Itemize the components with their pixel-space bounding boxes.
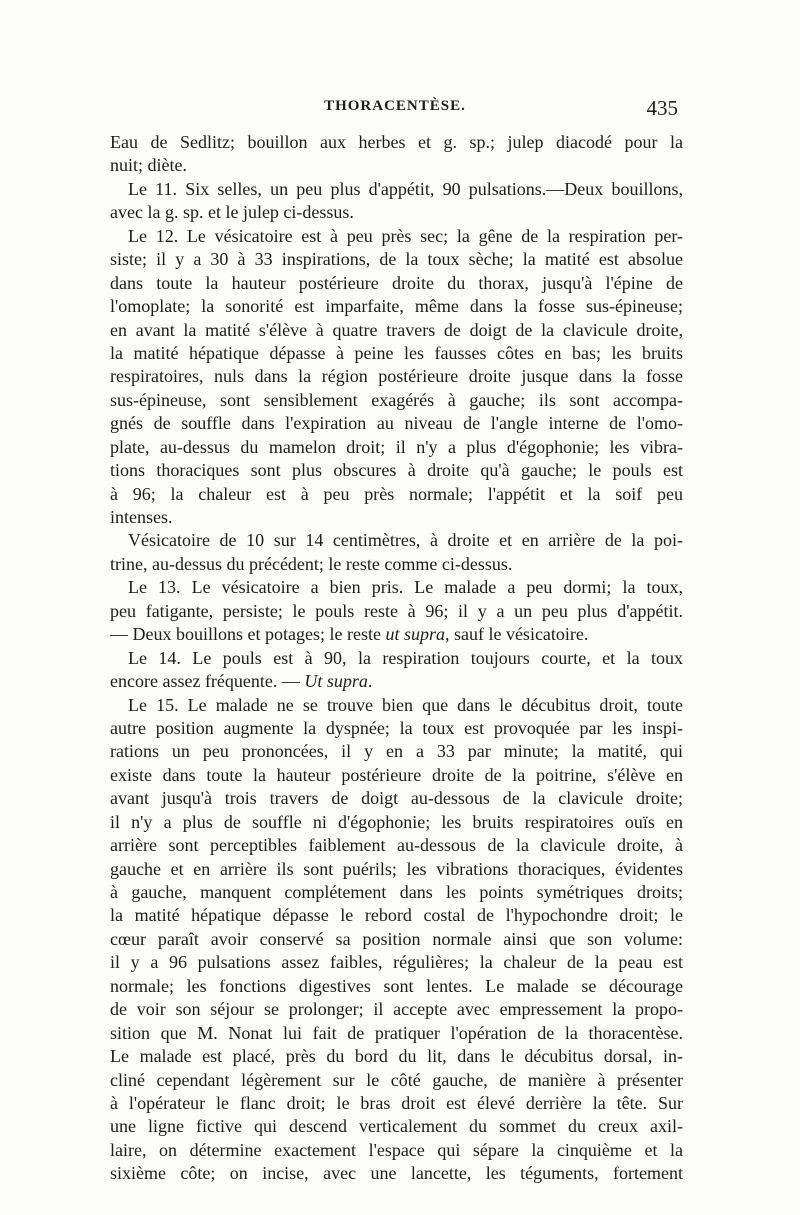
- text-line: à l'opérateur le flanc droit; le bras droit est élevé derrière la tête. Sur: [110, 1092, 683, 1113]
- text-line: à gauche, manquent complétement dans les points symétriques droits;: [110, 882, 683, 902]
- text-line: gnés de souffle dans l'expiration au niveau de l'angle interne de l'omo-: [110, 413, 683, 434]
- text-line: à 96; la chaleur est à peu près normale; l'appétit et la soif peu: [110, 483, 683, 504]
- text-line: Le malade est placé, près du bord du lit, dans le décubitus dorsal, in-: [110, 1046, 683, 1067]
- text-line: la matité hépatique dépasse à peine les fausses côtes en bas; les bruits: [110, 342, 683, 363]
- text-line: laire, on détermine exactement l'espace qui sépare la cinquième et la: [110, 1139, 683, 1160]
- running-title: THORACENTÈSE.: [324, 98, 466, 114]
- text-line: Eau de Sedlitz; bouillon aux herbes et g. sp.; julep diacodé pour la: [110, 132, 683, 152]
- text-line: Le 15. Le malade ne se trouve bien que dans le décubitus droit, toute: [128, 694, 683, 715]
- text-line: sition que M. Nonat lui fait de pratiquer l'opération de la thoracentèse.: [110, 1022, 683, 1043]
- text-line: gauche et en arrière ils sont puérils; les vibrations thoraciques, évidentes: [110, 858, 683, 879]
- text-line: cliné cependant légèrement sur le côté gauche, de manière à présenter: [110, 1069, 683, 1090]
- text-line: une ligne fictive qui descend verticalement du sommet du creux axil-: [110, 1116, 683, 1137]
- text-line: la matité hépatique dépasse le rebord costal de l'hypochondre droit; le: [110, 905, 683, 926]
- text-line: il y a 96 pulsations assez faibles, régulières; la chaleur de la peau est: [110, 952, 683, 973]
- text-line: autre position augmente la dyspnée; la toux est provoquée par les inspi-: [110, 717, 683, 738]
- text-line: — Deux bouillons et potages; le reste ut supra, sauf le vésicatoire.: [110, 624, 589, 645]
- text-line: l'omoplate; la sonorité est imparfaite, même dans la fosse sus-épineuse;: [110, 296, 683, 317]
- text-line: normale; les fonctions digestives sont lentes. Le malade se décourage: [110, 975, 683, 996]
- text-line: de voir son séjour se prolonger; il accepte avec empressement la propo-: [110, 999, 683, 1020]
- text-line: trine, au-dessus du précédent; le reste comme ci-dessus.: [110, 553, 513, 574]
- text-line: plate, au-dessus du mamelon droit; il n'y a plus d'égophonie; les vibra-: [110, 436, 683, 457]
- text-line: dans toute la hauteur postérieure droite du thorax, jusqu'à l'épine de: [110, 272, 683, 293]
- text-line: avant jusqu'à trois travers de doigt au-dessous de la clavicule droite;: [110, 788, 683, 809]
- text-line: en avant la matité s'élève à quatre travers de doigt de la clavicule droite,: [110, 319, 683, 340]
- body-text: [110, 131, 683, 1186]
- text-line: il n'y a plus de souffle ni d'égophonie; les bruits respiratoires ouïs en: [110, 811, 683, 832]
- text-line: intenses.: [110, 507, 173, 527]
- text-line: Le 14. Le pouls est à 90, la respiration toujours courte, et la toux: [128, 647, 683, 668]
- text-line: Vésicatoire de 10 sur 14 centimètres, à droite et en arrière de la poi-: [128, 530, 683, 551]
- text-line: arrière sont perceptibles faiblement au-dessous de la clavicule droite, à: [110, 835, 683, 856]
- text-line: Le 12. Le vésicatoire est à peu près sec; la gêne de la respiration per-: [128, 225, 683, 246]
- text-line: sus-épineuse, sont sensiblement exagérés à gauche; ils sont accompa-: [110, 389, 683, 410]
- text-line: sixième côte; on incise, avec une lancette, les téguments, fortement: [110, 1163, 683, 1184]
- text-line: nuit; diète.: [110, 155, 187, 176]
- text-line: rations un peu prononcées, il y en a 33 par minute; la matité, qui: [110, 741, 683, 762]
- text-line: siste; il y a 30 à 33 inspirations, de la toux sèche; la matité est absolue: [110, 249, 683, 270]
- text-line: cœur paraît avoir conservé sa position normale ainsi que son volume:: [110, 928, 683, 949]
- text-line: peu fatigante, persiste; le pouls reste à 96; il y a un peu plus d'appétit.: [110, 600, 683, 621]
- text-line: existe dans toute la hauteur postérieure droite de la poitrine, s'élève en: [110, 764, 683, 785]
- text-line: tions thoraciques sont plus obscures à droite qu'à gauche; le pouls est: [110, 460, 683, 481]
- text-line: respiratoires, nuls dans la région postérieure droite jusque dans la fosse: [110, 366, 683, 387]
- text-line: avec la g. sp. et le julep ci-dessus.: [110, 202, 354, 223]
- text-line: encore assez fréquente. — Ut supra.: [110, 671, 373, 692]
- text-line: Le 13. Le vésicatoire a bien pris. Le malade a peu dormi; la toux,: [128, 577, 683, 598]
- page-header: [110, 96, 680, 126]
- page-number: 435: [646, 96, 678, 120]
- text-line: Le 11. Six selles, un peu plus d'appétit, 90 pulsations.—Deux bouillons,: [128, 178, 683, 199]
